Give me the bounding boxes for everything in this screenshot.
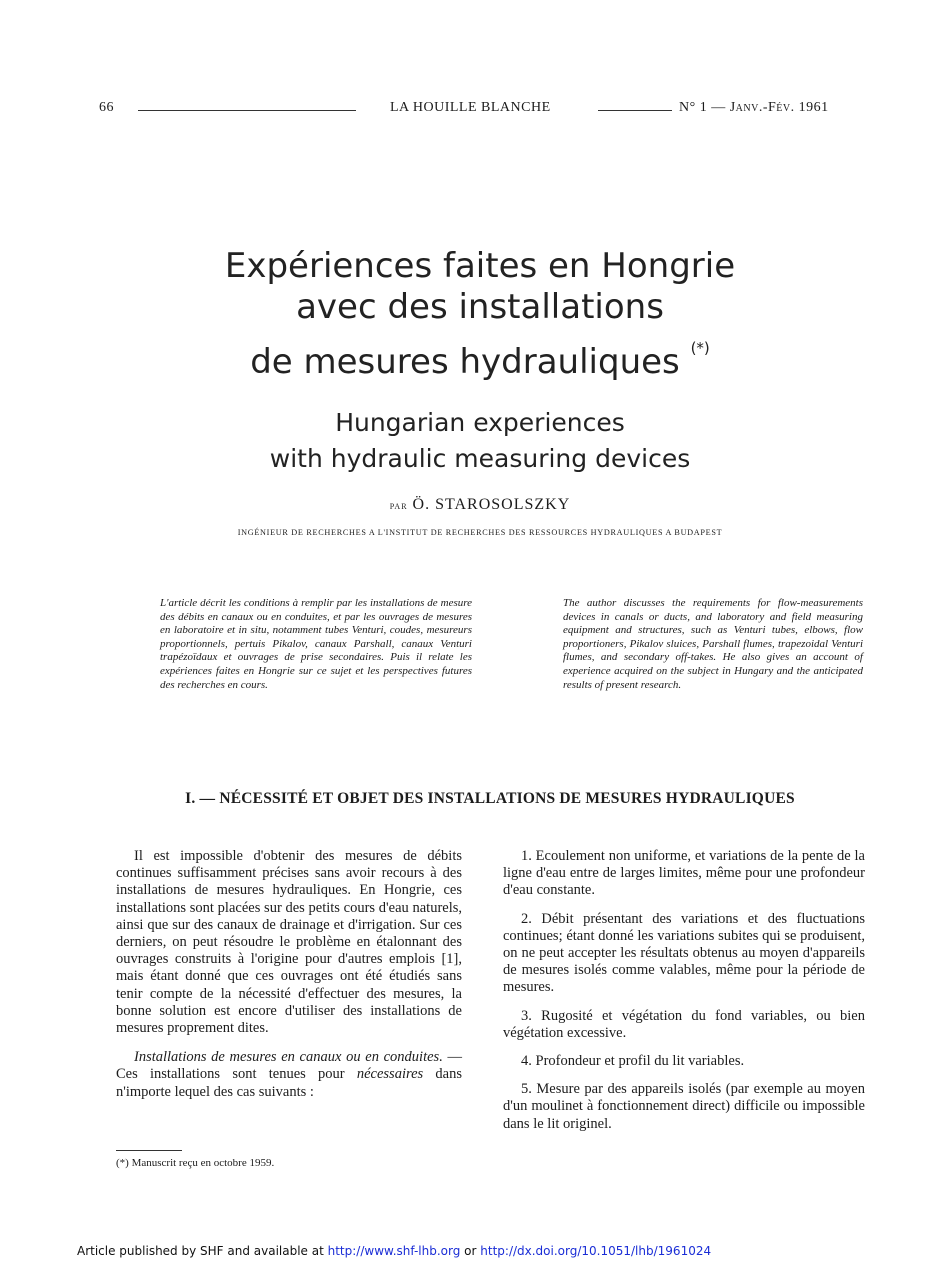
footnote: (*) Manuscrit reçu en octobre 1959. — [116, 1157, 275, 1169]
body-paragraph-conditions — [116, 1049, 462, 1101]
author-affiliation: INGÉNIEUR DE RECHERCHES A L'INSTITUT DE RECHERCHES DES RESSOURCES HYDRAULIQUES A BUDAPEST — [237, 528, 723, 537]
abstract-fr: L'article décrit les conditions à remplir par les installations de mesure des débits en canaux ou en conduites, et par les ouvrages de mesures en laboratoire et in situ, notamment tubes Venturi, coudes, mesureurs proportionnels, pertuis Pikalov, canaux Parshall, canaux Venturi trapézoïdaux et ouvrages de prise secondaires. Puis il relate les expériences faites en Hongrie sur ce sujet et les perspectives futures des recherches en cours. — [160, 597, 472, 691]
body-paragraph: Il est impossible d'obtenir des mesures de débits continues suffisamment précises sans avoir recours à des installations de mesures hydrauliques. En Hongrie, ces installations sont placées sur des petits cours d'eau naturels, ainsi que sur des canaux de drainage et d'irrigation. Sur ces derniers, on peut résoudre le problème en étalonnant des ouvrages construits à l'origine pour d'autres emplois [1], mais étant donné que ces ouvrages ont été étudiés sans tenir compte de la nécessité d'effectuer des mesures, la bonne solution est encore d'utiliser des installations de mesures proprement dites. — [116, 848, 462, 1037]
title-footnote-mark: (*) — [690, 339, 710, 357]
list-item: 2. Débit présentant des variations et des fluctuations continues; étant donné les variations subites qui se produisent, on ne peut accepter les résultats obtenus au moyen d'appareils de mesures isolés comme valables, même pour la période de mesures. — [503, 910, 865, 996]
article-title-fr — [120, 246, 840, 383]
author-line — [120, 496, 840, 514]
body-text-end: dans n'importe lequel des cas suivants : — [116, 1066, 462, 1100]
footer-link-doi[interactable]: http://dx.doi.org/10.1051/lhb/1961024 — [480, 1244, 712, 1258]
title-en-line-1: Hungarian experiences — [335, 408, 625, 437]
footer-link-shf[interactable]: http://www.shf-lhb.org — [327, 1244, 461, 1258]
title-fr-line-3-text: de mesures hydrauliques — [250, 342, 680, 382]
subheading-italic: Installations de mesures en canaux ou en conduites. — [134, 1049, 443, 1066]
section-heading: I. — NÉCESSITÉ ET OBJET DES INSTALLATIONS DE MESURES HYDRAULIQUES — [185, 790, 795, 807]
body-text: — Ces installations sont tenues pour — [116, 1049, 462, 1083]
list-item: 5. Mesure par des appareils isolés (par exemple au moyen d'un moulinet à fonctionnement direct) difficile ou impossible dans le lit originel. — [503, 1081, 865, 1132]
publisher-footer — [77, 1244, 711, 1258]
emphasis-italic: nécessaires — [356, 1066, 424, 1083]
author-prefix: par — [389, 498, 408, 512]
journal-name: LA HOUILLE BLANCHE — [390, 100, 551, 115]
title-fr-line-2: avec des installations — [296, 287, 664, 327]
title-en-line-2: with hydraulic measuring devices — [269, 444, 691, 473]
article-title-en — [120, 405, 840, 477]
title-fr-line-1: Expériences faites en Hongrie — [224, 246, 736, 286]
page-number: 66 — [99, 100, 114, 115]
abstract-en: The author discusses the requirements for flow-measurements devices in canals or ducts, and laboratory and field measuring equipment and structures, such as Venturi tubes, elbows, flow proportioners, Pikalov sluices, Parshall flumes, trapezoidal Venturi flumes, and secondary off-takes. He also gives an account of experience acquired on the subject in Hungary and the anticipated results of present research. — [563, 597, 863, 691]
issue-info: N° 1 — Janv.-Fév. 1961 — [679, 100, 829, 115]
footer-middle: or — [460, 1244, 481, 1258]
author-name: Ö. STAROSOLSZKY — [412, 496, 571, 513]
footer-prefix: Article published by SHF and available at — [77, 1244, 328, 1258]
header-rule-left — [138, 110, 356, 111]
list-item: 1. Ecoulement non uniforme, et variations de la pente de la ligne d'eau entre de larges limites, même pour une profondeur d'eau constante. — [503, 848, 865, 899]
footnote-rule — [116, 1150, 182, 1151]
header-rule-right — [598, 110, 672, 111]
title-fr-line-3 — [120, 328, 840, 383]
body-column-right — [503, 848, 865, 1144]
list-item: 4. Profondeur et profil du lit variables. — [521, 1053, 745, 1070]
body-column-left — [116, 848, 462, 1113]
list-item: 3. Rugosité et végétation du fond variables, ou bien végétation excessive. — [503, 1007, 865, 1041]
